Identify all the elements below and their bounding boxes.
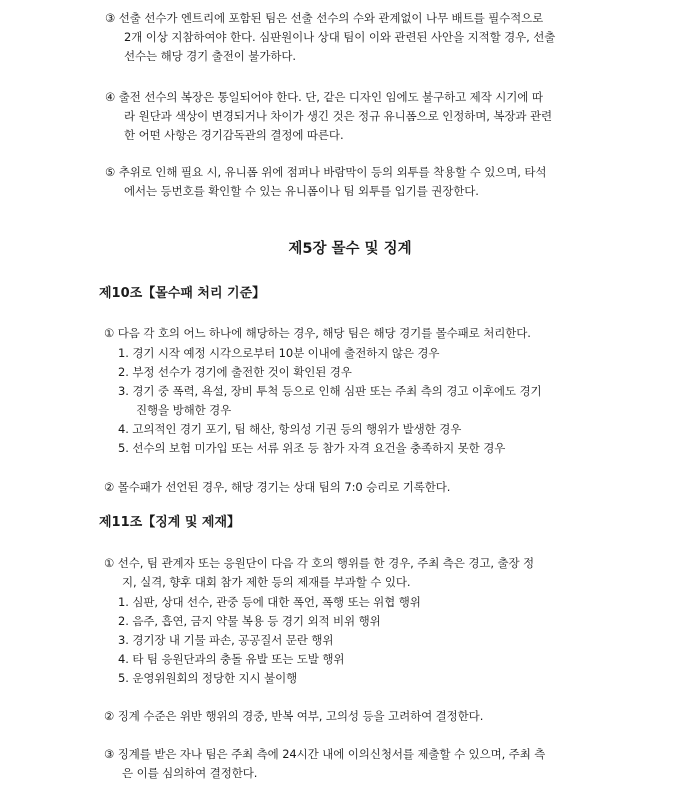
article11-item1: 1. 심판, 상대 선수, 관중 등에 대한 폭언, 폭행 또는 위협 행위	[118, 595, 421, 609]
item3-line1: ③ 선출 선수가 엔트리에 포함된 팀은 선출 선수의 수와 관계없이 나무 배트를 필수적으로	[105, 11, 544, 25]
article11-para1-line1: ① 선수, 팀 관계자 또는 응원단이 다음 각 호의 행위를 한 경우, 주최 측은 경고, 출장 정	[104, 556, 535, 570]
article10-item1: 1. 경기 시작 예정 시각으로부터 10분 이내에 출전하지 않은 경우	[118, 346, 440, 360]
article11-item4: 4. 타 팀 응원단과의 충돌 유발 또는 도발 행위	[118, 652, 345, 666]
article10-para2: ② 몰수패가 선언된 경우, 해당 경기는 상대 팀의 7:0 승리로 기록한다.	[104, 480, 451, 494]
article11-para2: ② 징계 수준은 위반 행위의 경중, 반복 여부, 고의성 등을 고려하여 결정한다.	[104, 709, 484, 723]
article11-para1-line2: 지, 실격, 향후 대회 참가 제한 등의 제재를 부과할 수 있다.	[122, 575, 411, 589]
article11-item5: 5. 운영위원회의 정당한 지시 불이행	[118, 671, 298, 685]
item3-line2: 2개 이상 지참하여야 한다. 심판원이나 상대 팀이 이와 관련된 사안을 지적할 경우, 선출	[124, 30, 556, 44]
item5-line2: 에서는 등번호를 확인할 수 있는 유니폼이나 팀 외투를 입기를 권장한다.	[124, 184, 479, 198]
article10-item3-cont: 진행을 방해한 경우	[136, 403, 232, 417]
article11-item2: 2. 음주, 흡연, 금지 약물 복용 등 경기 외적 비위 행위	[118, 614, 381, 628]
article11-title: 제11조【징계 및 제재】	[99, 515, 241, 530]
article11-para3-line1: ③ 징계를 받은 자나 팀은 주최 측에 24시간 내에 이의신청서를 제출할 수 있으며, 주최 측	[104, 747, 546, 761]
article11-item3: 3. 경기장 내 기물 파손, 공공질서 문란 행위	[118, 633, 334, 647]
chapter-title: 제5장 몰수 및 징계	[288, 241, 412, 257]
item5-line1: ⑤ 추위로 인해 필요 시, 유니폼 위에 점퍼나 바람막이 등의 외투를 착용할 수 있으며, 타석	[105, 165, 547, 179]
article10-para1: ① 다음 각 호의 어느 하나에 해당하는 경우, 해당 팀은 해당 경기를 몰수패로 처리한다.	[104, 326, 531, 340]
item4-line1: ④ 출전 선수의 복장은 통일되어야 한다. 단, 같은 디자인 임에도 불구하고 제작 시기에 따	[105, 90, 543, 104]
article10-item5: 5. 선수의 보험 미가입 또는 서류 위조 등 참가 자격 요건을 충족하지 못한 경우	[118, 441, 506, 455]
item4-line3: 한 어떤 사항은 경기감독관의 결정에 따른다.	[124, 128, 344, 142]
article10-item2: 2. 부정 선수가 경기에 출전한 것이 확인된 경우	[118, 365, 352, 379]
article11-para3-line2: 은 이를 심의하여 결정한다.	[122, 766, 258, 780]
item3-line3: 선수는 해당 경기 출전이 불가하다.	[124, 49, 296, 63]
article10-title: 제10조【몰수패 처리 기준】	[99, 286, 266, 301]
article10-item4: 4. 고의적인 경기 포기, 팀 해산, 항의성 기권 등의 행위가 발생한 경우	[118, 422, 462, 436]
item4-line2: 라 원단과 색상이 변경되거나 차이가 생긴 것은 정규 유니폼으로 인정하며, 복장과 관련	[124, 109, 552, 123]
article10-item3: 3. 경기 중 폭력, 욕설, 장비 투척 등으로 인해 심판 또는 주최 측의 경고 이후에도 경기	[118, 384, 542, 398]
